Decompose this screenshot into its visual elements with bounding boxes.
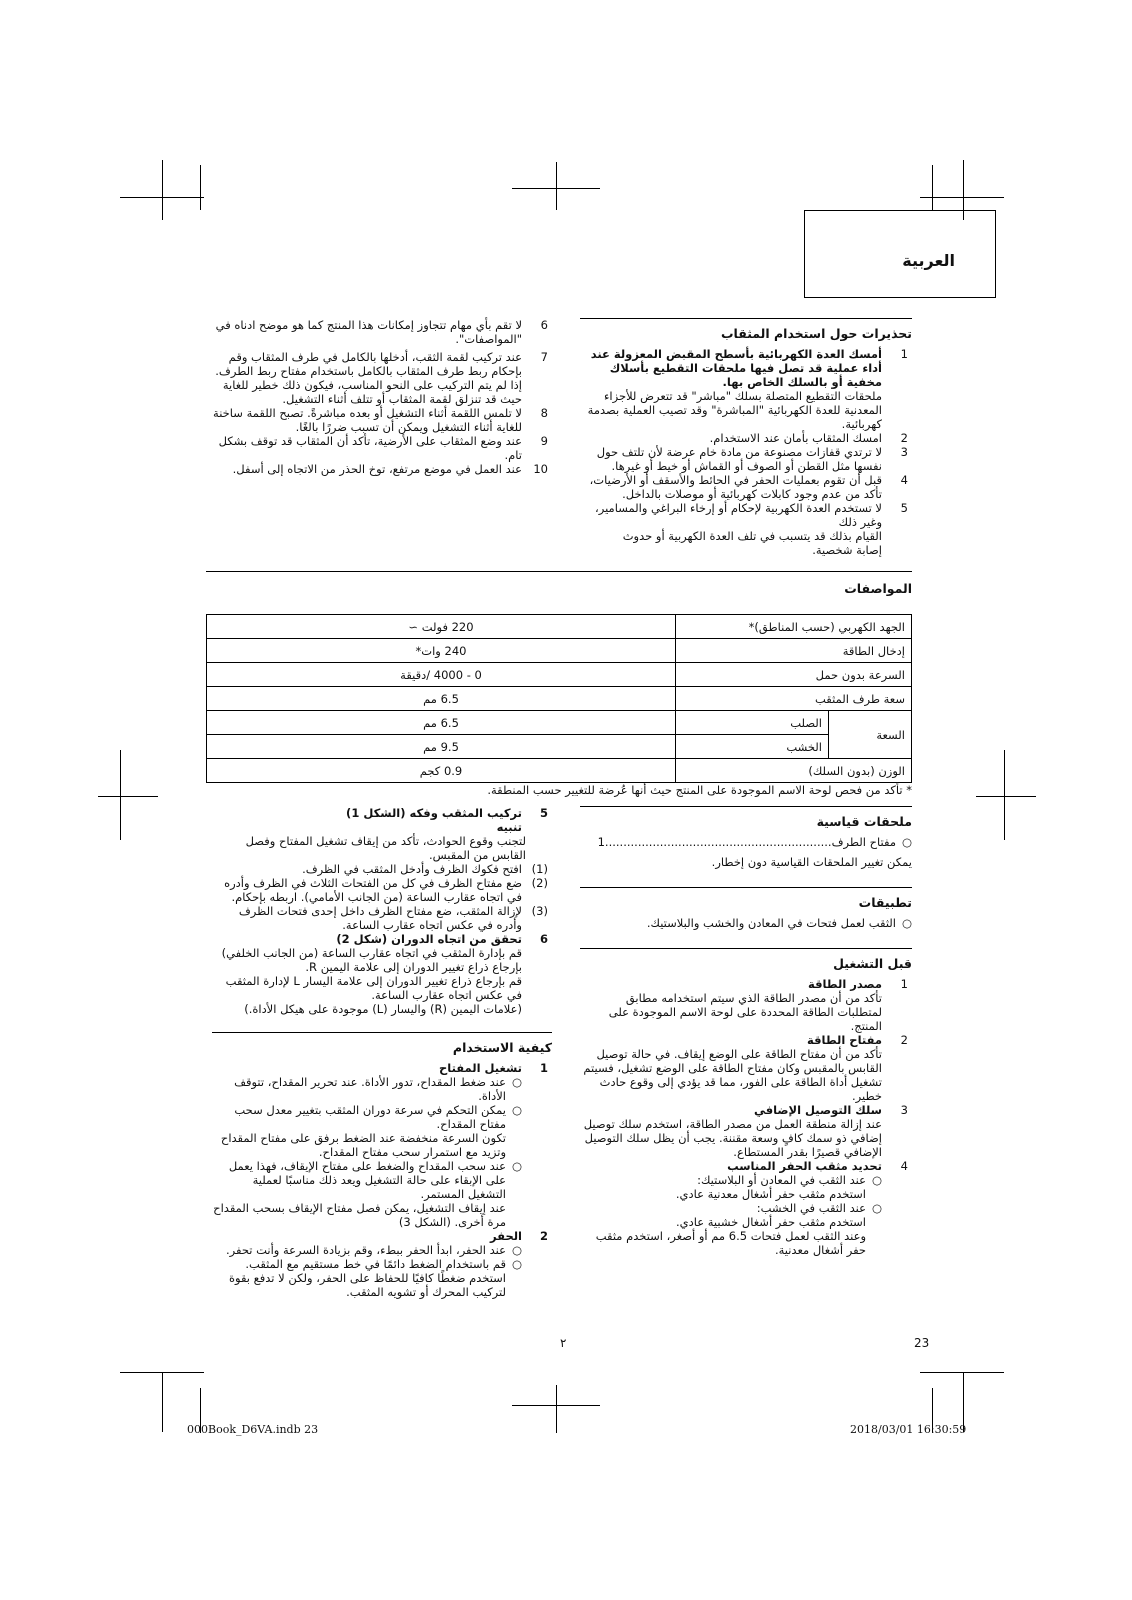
item-bold-text: أمسك العدة الكهربائية بأسطح المقبض المعزولة عند أداء عملية قد تصل فيها ملحقات التقطيع بأسلاك مخفية أو بالسلك الخاص بها. (590, 347, 882, 389)
usage-title: كيفية الاستخدام (452, 1040, 552, 1055)
bullet-text: عند سحب المقداح والضغط على مفتاح الإيقاف، فهذا يعمل على الإبقاء على حالة التشغيل ويعد ذلك مناسبًا لعملية التشغيل المستمر. (228, 1159, 506, 1201)
footer-file: 000Book_D6VA.indb 23 (187, 1423, 319, 1436)
accessories-title: ملحقات قياسية (816, 814, 912, 829)
table-row (207, 663, 912, 687)
rotation-text: قم بإدارة المثقب في اتجاه عقارب الساعة (من الجانب الخلفي) بإرجاع ذراع تغيير الدوران إلى علامة اليمين R. (221, 946, 522, 974)
item-number: 1 (900, 977, 908, 991)
table-row (207, 639, 912, 663)
crop-mark (512, 1405, 600, 1406)
bullet-text: عند ضغط المقداح، تدور الأداة. عند تحرير المقداح، تتوقف الأداة. (234, 1075, 506, 1103)
circle-bullet-icon: ○ (511, 1257, 522, 1271)
list-item (580, 347, 912, 431)
list-item (580, 1103, 912, 1159)
crop-mark (932, 165, 933, 210)
caution-label: تنبيه (496, 820, 522, 834)
crop-mark (98, 796, 158, 797)
crop-mark (120, 750, 121, 840)
item-number: 5 (900, 501, 908, 515)
item-heading: الحفر (490, 1229, 522, 1243)
item-text: عند تركيب لقمة الثقب، أدخلها بالكامل في طرف المثقاب وقم بإحكام ربط طرف المثقاب بالكامل باستخدام مفتاح ربط الطرف. (215, 350, 522, 378)
list-item (212, 1243, 522, 1257)
item-text: لا ترتدي قفازات مصنوعة من مادة خام عرضة لأن تلتف حول نفسها مثل القطن أو الصوف أو القماش أو خيط أو غيرها. (596, 445, 882, 473)
crop-mark (1004, 750, 1005, 840)
item-text: تأكد من أن مفتاح الطاقة على الوضع إيقاف. في حالة توصيل القابس بالمقبس وكان مفتاح الطاقة على الوضع تشغيل، فسيتم تشغيل أداة الطاقة على الفور، مما قد يؤدي إلى وقوع حادث خطير. (583, 1047, 882, 1103)
list-item (580, 1173, 882, 1201)
circle-bullet-icon: ○ (511, 1103, 522, 1117)
list-item (212, 1159, 522, 1229)
spec-value: 6.5 مم (207, 711, 676, 735)
step-text: افتح فكوك الظرف وأدخل المثقب في الظرف. (302, 862, 522, 876)
before-operation-title: قبل التشغيل (833, 956, 912, 971)
spec-sublabel: الصلب (676, 711, 829, 735)
crop-mark (162, 160, 163, 220)
item-number: 3 (900, 1103, 908, 1117)
crop-mark (120, 197, 204, 198)
item-text: عند وضع المثقاب على الأرضية، تأكد أن المثقاب قد توقف بشكل تام. (218, 434, 522, 462)
list-item (212, 1103, 522, 1159)
item-number: 3 (900, 445, 908, 459)
item-text: عند إزالة منطقة العمل من مصدر الطاقة، استخدم سلك توصيل إضافي ذو سمك كافٍ وسعة مقننة. يجب أن يظل سلك التوصيل الإضافي قصيرًا بقدر المستطاع. (583, 1117, 882, 1159)
rotation-text: (علامات اليمين (R) واليسار (L) موجودة على هيكل الأداة.) (244, 1002, 522, 1016)
bullet-subtext: استخدم مثقب حفر أشغال معدنية عادي. (675, 1187, 866, 1201)
specs-title: المواصفات (844, 581, 912, 596)
item-number: 5 (539, 806, 548, 820)
circle-bullet-icon: ○ (511, 1243, 522, 1257)
list-item (212, 1061, 552, 1229)
circle-bullet-icon: ○ (511, 1159, 522, 1173)
list-item (580, 977, 912, 1033)
page-number-right: 23 (914, 1336, 930, 1350)
step-number: (1) (531, 862, 548, 876)
circle-bullet-icon: ○ (871, 1201, 882, 1215)
bullet-text: يمكن التحكم في سرعة دوران المثقب بتغيير معدل سحب مفتاح المقداح. (234, 1103, 506, 1131)
item-text: ملحقات التقطيع المتصلة بسلك "مباشر" قد تتعرض للأجزاء المعدنية للعدة الكهربائية "المباشرة" وقد تصيب العملية بصدمة كهربائية. (587, 389, 882, 431)
crop-mark (512, 188, 600, 189)
item-number: 8 (540, 406, 548, 420)
item-number: 1 (539, 1061, 548, 1075)
crop-mark (976, 796, 1036, 797)
item-number: 6 (539, 932, 548, 946)
item-heading: تحديد مثقب الحفر المناسب (727, 1159, 882, 1173)
item-text: إذا لم يتم التركيب على النحو المناسب، فيكون ذلك خطير للغاية حيث قد تنزلق لقمة المثقاب أو تتلف أثناء التشغيل. (222, 378, 522, 406)
list-item (212, 904, 552, 932)
table-row (207, 759, 912, 783)
bullet-subtext: عند إيقاف التشغيل، يمكن فصل مفتاح الإيقاف بسحب المقداح مرة أخرى. (الشكل 3) (213, 1201, 506, 1229)
language-tab-label: العربية (902, 251, 955, 270)
spec-label: سعة طرف المثقب (676, 687, 912, 711)
item-text: امسك المثقاب بأمان عند الاستخدام. (709, 431, 882, 445)
list-item (580, 473, 912, 501)
spec-sublabel: الخشب (676, 735, 829, 759)
spec-label: الجهد الكهربي (حسب المناطق)* (676, 615, 912, 639)
item-text: عند العمل في موضع مرتفع، توخ الحذر من الاتجاه إلى أسفل. (232, 462, 522, 476)
list-item (580, 501, 912, 557)
list-item (212, 1075, 522, 1103)
list-item (580, 1201, 882, 1257)
item-number: 2 (900, 1033, 908, 1047)
list-item (212, 862, 552, 876)
list-item (580, 1159, 912, 1257)
item-text: قبل أن تقوم بعمليات الحفر في الحائط والأسقف أو الأرضيات، تأكد من عدم وجود كابلات كهربائية أو موصلات بالداخل. (589, 473, 882, 501)
item-text: لا تستخدم العدة الكهربية لإحكام أو إرخاء البراغي والمسامير، وغير ذلك (595, 501, 882, 529)
right-lower-column (580, 806, 912, 1257)
list-item (212, 318, 552, 346)
item-number: 9 (540, 434, 548, 448)
step-number: (2) (531, 876, 548, 890)
crop-mark (162, 1372, 163, 1432)
warnings-continued (212, 318, 552, 476)
item-number: 1 (900, 347, 908, 361)
spec-value: 6.5 مم (207, 687, 676, 711)
rotation-text: قم بإرجاع ذراع تغيير الدوران إلى علامة اليسار L لإدارة المثقب في عكس اتجاه عقارب الساعة. (225, 974, 522, 1002)
specs-section (206, 571, 912, 602)
list-item (212, 434, 552, 462)
mounting-title: تركيب المثقب وفكه (الشكل 1) (346, 806, 522, 820)
spec-value: 0.9 كجم (207, 759, 676, 783)
crop-mark (920, 1372, 1004, 1373)
crop-mark (200, 165, 201, 210)
crop-mark (556, 1385, 557, 1433)
list-item (212, 406, 552, 434)
bullet-text: قم باستخدام الضغط دائمًا في خط مستقيم مع المثقب. استخدم ضغطًا كافيًا للحفاظ على الحفر، ولكن لا تدفع بقوة لتركيب المحرك أو تشويه المثقب. (229, 1257, 506, 1299)
footer-timestamp: 2018/03/01 16:30:59 (850, 1423, 967, 1436)
specs-note: * تأكد من فحص لوحة الاسم الموجودة على المنتج حيث أنها عُرضة للتغيير حسب المنطقة. (487, 783, 912, 797)
item-heading: مفتاح الطاقة (807, 1033, 882, 1047)
page-number-left: ٢ (560, 1336, 567, 1350)
bullet-text: عند الثقب في الخشب: (756, 1201, 866, 1215)
bullet-subtext: تكون السرعة منخفضة عند الضغط برفق على مفتاح المقداح وتزيد مع استمرار سحب مفتاح المقداح. (220, 1131, 506, 1159)
list-item (212, 462, 552, 476)
list-item (580, 1033, 912, 1103)
warnings-title: تحذيرات حول استخدام المثقاب (720, 326, 912, 341)
list-item (212, 350, 552, 406)
item-number: 2 (900, 431, 908, 445)
spec-label: السرعة بدون حمل (676, 663, 912, 687)
list-item (212, 1257, 522, 1299)
crop-mark (556, 162, 557, 210)
table-row (207, 711, 912, 735)
item-heading: سلك التوصيل الإضافي (753, 1103, 882, 1117)
spec-label: السعة (829, 711, 912, 759)
application-item: الثقب لعمل فتحات في المعادن والخشب والبلاستيك. (646, 916, 896, 930)
item-heading: مصدر الطاقة (807, 977, 882, 991)
left-lower-column (212, 806, 552, 1299)
spec-value: 240 وات* (207, 639, 676, 663)
item-heading: تشغيل المفتاح (438, 1061, 522, 1075)
item-number: 7 (540, 350, 548, 364)
item-number: 4 (900, 473, 908, 487)
caution-text: لتجنب وقوع الحوادث، تأكد من إيقاف تشغيل المفتاح وفصل القابس من المقبس. (245, 834, 526, 862)
language-tab (804, 210, 996, 298)
list-item (212, 932, 552, 1016)
specs-table (206, 614, 912, 783)
bullet-text: عند الثقب في المعادن أو البلاستيك: (697, 1173, 866, 1187)
list-item (580, 445, 912, 473)
list-item (212, 876, 552, 904)
item-text: تأكد من أن مصدر الطاقة الذي سيتم استخدامه مطابق لمتطلبات الطاقة المحددة على لوحة الاسم الموجودة على المنتج. (608, 991, 882, 1033)
item-number: 6 (540, 318, 548, 332)
warnings-section (580, 318, 912, 557)
bullet-subtext: وعند الثقب لعمل فتحات 6.5 مم أو أصغر، استخدم مثقب حفر أشغال معدنية. (595, 1229, 866, 1257)
spec-value: 0 - 4000 /دقيقة (207, 663, 676, 687)
bullet-text: عند الحفر، ابدأ الحفر ببطء، وقم بزيادة السرعة وأنت تحفر. (226, 1243, 506, 1257)
step-text: ضع مفتاح الظرف في كل من الفتحات الثلاث في الظرف وأدره في اتجاه عقارب الساعة (من الجانب الأمامي). اربطه بإحكام. (224, 876, 522, 904)
item-text: لا تقم بأي مهام تتجاوز إمكانات هذا المنتج كما هو موضح ادناه في "المواصفات". (215, 318, 522, 346)
circle-bullet-icon: ○ (901, 916, 912, 930)
list-item (580, 431, 912, 445)
step-text: لإزالة المثقب، ضع مفتاح الظرف داخل إحدى فتحات الظرف وأدره في عكس اتجاه عقارب الساعة. (238, 904, 522, 932)
table-row (207, 735, 912, 759)
item-text: لا تلمس اللقمة أثناء التشغيل أو بعده مباشرةً. تصبح اللقمة ساخنة للغاية أثناء التشغيل ويمكن أن تسبب ضررًا بالغًا. (213, 406, 522, 434)
table-row (207, 615, 912, 639)
list-item (580, 835, 912, 849)
crop-mark (120, 1372, 204, 1373)
applications-title: تطبيقات (858, 895, 912, 910)
list-item (580, 916, 912, 930)
item-text: القيام بذلك قد يتسبب في تلف العدة الكهربية أو حدوث إصابة شخصية. (622, 529, 882, 557)
rotation-title: تحقق من اتجاه الدوران (شكل 2) (336, 932, 522, 946)
accessory-item: مفتاح الطرف..............................................................1 (597, 835, 896, 849)
circle-bullet-icon: ○ (511, 1075, 522, 1089)
bullet-subtext: استخدم مثقب حفر أشغال خشبية عادي. (675, 1215, 866, 1229)
spec-value: 220 فولت ∼ (207, 615, 676, 639)
list-item (212, 806, 552, 834)
accessories-note: يمكن تغيير الملحقات القياسية دون إخطار. (711, 855, 912, 869)
table-row (207, 687, 912, 711)
step-number: (3) (531, 904, 548, 918)
spec-value: 9.5 مم (207, 735, 676, 759)
circle-bullet-icon: ○ (871, 1173, 882, 1187)
item-number: 2 (539, 1229, 548, 1243)
item-number: 10 (533, 462, 548, 476)
spec-label: إدخال الطاقة (676, 639, 912, 663)
spec-label: الوزن (بدون السلك) (676, 759, 912, 783)
list-item (212, 1229, 552, 1299)
circle-bullet-icon: ○ (901, 835, 912, 849)
item-number: 4 (900, 1159, 908, 1173)
